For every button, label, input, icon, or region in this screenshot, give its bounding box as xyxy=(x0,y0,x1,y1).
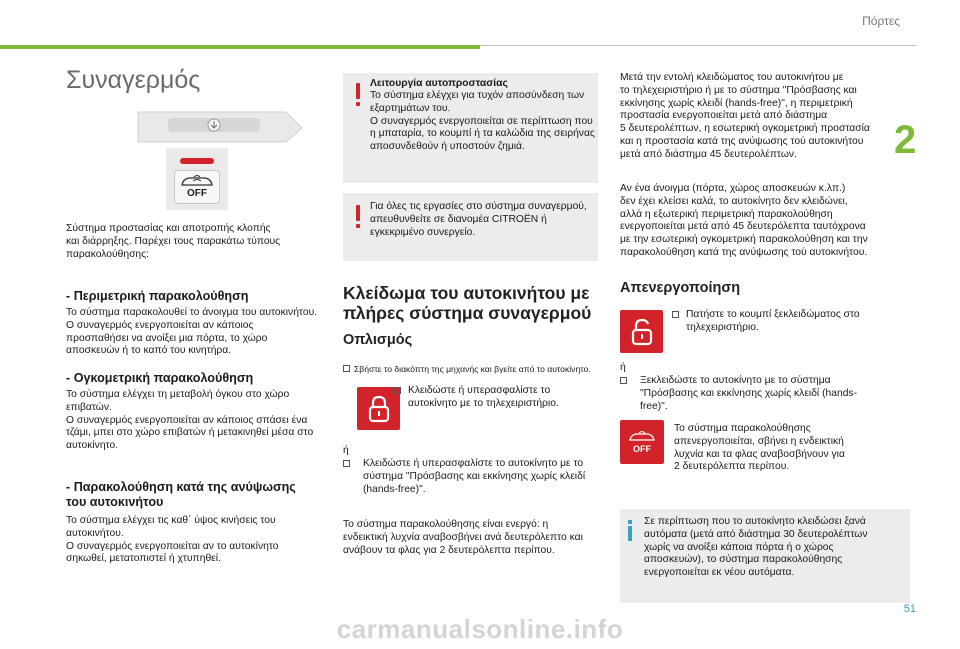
padlock-open-icon xyxy=(630,318,654,346)
warning-icon xyxy=(356,83,360,99)
tilt-heading: - Παρακολούθηση κατά της ανύψωσης του αυτοκινήτου xyxy=(66,480,296,509)
step-bullet-icon xyxy=(394,387,401,394)
warning1-text: Το σύστημα ελέγχει για τυχόν αποσύνδεση των εξαρτημάτων του. Ο συναγερμός ενεργοποιείται σε περίπτωση που η μπαταρία, το κουμπί ή τα καλώδια της σειρήνας αποσυνδεθούν ή υποστούν ζημιά. xyxy=(370,90,595,153)
car-alarm-icon xyxy=(175,173,219,189)
locking-section-heading: Κλείδωμα του αυτοκινήτου με πλήρες σύστημα συναγερμού xyxy=(343,283,592,323)
arming-heading: Οπλισμός xyxy=(343,332,413,348)
or-separator-2: ή xyxy=(620,362,626,373)
arming-step-2 xyxy=(408,385,608,411)
warning-box-self-protection xyxy=(343,73,598,183)
disarm-step-2-text: Ξεκλειδώστε το αυτοκίνητο με το σύστημα "Πρόσβασης και εκκίνησης χωρίς κλειδί (hands- free)". xyxy=(640,375,857,412)
warning-box-dealer xyxy=(343,193,598,261)
roof-console-illustration xyxy=(136,106,304,148)
or-separator: ή xyxy=(343,445,349,456)
disarm-step-2 xyxy=(620,375,910,413)
step-bullet-icon xyxy=(620,377,627,384)
arming-step-1-text: Σβήστε το διακόπτη της μηχανής και βγείτε από το αυτοκίνητο. xyxy=(354,364,591,374)
step-bullet-icon xyxy=(343,365,350,372)
red-indicator-led xyxy=(180,158,214,164)
info-box-auto-relock xyxy=(620,509,910,603)
unclosed-opening-text: Αν ένα άνοιγμα (πόρτα, χώρος αποσκευών κ.λπ.) δεν έχει κλείσει καλά, το αυτοκίνητο δεν κλειδώνει, αλλά η εξωτερική περιμετρική παρακολούθηση ενεργοποιείται μετά από 45 δευτερόλεπτα ταυτόχρονα με την εσωτερική ογκομετρική παρακολούθηση και την παρακολούθηση κατά της ανύψωσης τού αυτοκινήτου. xyxy=(620,183,868,258)
padlock-closed-icon xyxy=(367,395,391,423)
watermark: carmanualsonline.info xyxy=(336,614,624,644)
chapter-number: 2 xyxy=(894,118,917,162)
info-icon xyxy=(628,526,632,541)
arming-step-1 xyxy=(343,364,608,375)
unlock-remote-button xyxy=(620,310,663,353)
disarm-step-1 xyxy=(686,309,906,335)
car-alarm-icon xyxy=(627,430,657,442)
intro-text: Σύστημα προστασίας και αποτροπής κλοπής και διάρρηξης. Παρέχει τους παρακάτω τύπους παρακολούθησης: xyxy=(66,223,281,260)
activation-delay-text: Μετά την εντολή κλειδώματος του αυτοκινήτου με το τηλεχειριστήριο ή με το σύστημα "Πρόσβασης και εκκίνησης χωρίς κλειδί (hands-free)", η περιμετρική προστασία ενεργοποιείται μετά από διάστημα 5 δευτερολέπτων, η εσωτερική ογκομετρική προστασία και η προστασία κατά της ανύψωσης τού αυτοκινήτου μετά από διάστημα 45 δευτερολέπτων. xyxy=(620,72,870,160)
disarmed-status-text: Το σύστημα παρακολούθησης απενεργοποιείται, σβήνει η ενδεικτική λυχνία και τα φλας αναβοσβήνουν για 2 δευτερόλεπτα περίπου. xyxy=(674,423,845,473)
warning-icon xyxy=(356,205,360,221)
warning2-text: Για όλες τις εργασίες στο σύστημα συναγερμού, απευθυνθείτε σε διανομέα CITROËN ή εγκεκριμένο συνεργείο. xyxy=(370,201,587,238)
warning1-heading: Λειτουργία αυτοπροστασίας xyxy=(370,78,508,89)
off-label: OFF xyxy=(633,444,651,454)
step-bullet-icon xyxy=(672,311,679,318)
page-title: Συναγερμός xyxy=(66,66,201,94)
alarm-off-indicator xyxy=(620,420,664,464)
header-accent-bar xyxy=(0,45,480,49)
arming-step-2-text: Κλειδώστε ή υπερασφαλίστε το αυτοκίνητο με το τηλεχειριστήριο. xyxy=(408,385,559,409)
tilt-text: Το σύστημα ελέγχει τις καθ΄ ύψος κινήσεις του αυτοκινήτου. Ο συναγερμός ενεργοποιείται αν το αυτοκίνητο σηκωθεί, μετατοπιστεί ή χτυπηθεί. xyxy=(66,515,279,565)
disarming-heading: Απενεργοποίηση xyxy=(620,280,741,296)
disarm-step-1-text: Πατήστε το κουμπί ξεκλειδώματος στο τηλεχειριστήριο. xyxy=(686,309,860,333)
step-bullet-icon xyxy=(343,460,350,467)
chapter-label: Πόρτες xyxy=(862,14,900,28)
arming-step-3-text: Κλειδώστε ή υπερασφαλίστε το αυτοκίνητο με το σύστημα "Πρόσβασης και εκκίνησης χωρίς κλειδί (hands-free)". xyxy=(363,458,586,495)
alarm-button-panel xyxy=(166,148,228,210)
page-number: 51 xyxy=(903,603,916,615)
header-divider xyxy=(480,45,916,46)
info-text: Σε περίπτωση που το αυτοκίνητο κλειδώσει ξανά αυτόματα (μετά από διάστημα 30 δευτερολέπτων χωρίς να ανοίξει κάποια πόρτα ή ο χώρος αποσκευών), το σύστημα παρακολούθησης ενεργοποιείται εκ νέου αυτόματα. xyxy=(644,516,868,579)
alarm-button-label: OFF xyxy=(187,188,207,199)
arming-step-3 xyxy=(343,458,613,496)
volumetric-heading: - Ογκομετρική παρακολούθηση xyxy=(66,371,254,385)
perimeter-text: Το σύστημα παρακολουθεί το άνοιγμα του αυτοκινήτου. Ο συναγερμός ενεργοποιείται αν κάποιος προσπαθήσει να ανοίξει μια πόρτα, το χώρο αποσκευών ή το καπό του κινητήρα. xyxy=(66,307,318,357)
armed-status-text: Το σύστημα παρακολούθησης είναι ενεργό: η ενδεικτική λυχνία αναβοσβήνει ανά δευτερόλεπτο και ανάβουν τα φλας για 2 δευτερόλεπτα περίπου. xyxy=(343,519,583,556)
volumetric-text: Το σύστημα ελέγχει τη μεταβολή όγκου στο χώρο επιβατών. Ο συναγερμός ενεργοποιείται αν κάποιος σπάσει ένα τζάμι, μπει στο χώρο επιβατών ή μετακινηθεί μέσα στο αυτοκίνητο. xyxy=(66,389,314,452)
perimeter-heading: - Περιμετρική παρακολούθηση xyxy=(66,289,249,303)
alarm-button xyxy=(174,170,220,204)
